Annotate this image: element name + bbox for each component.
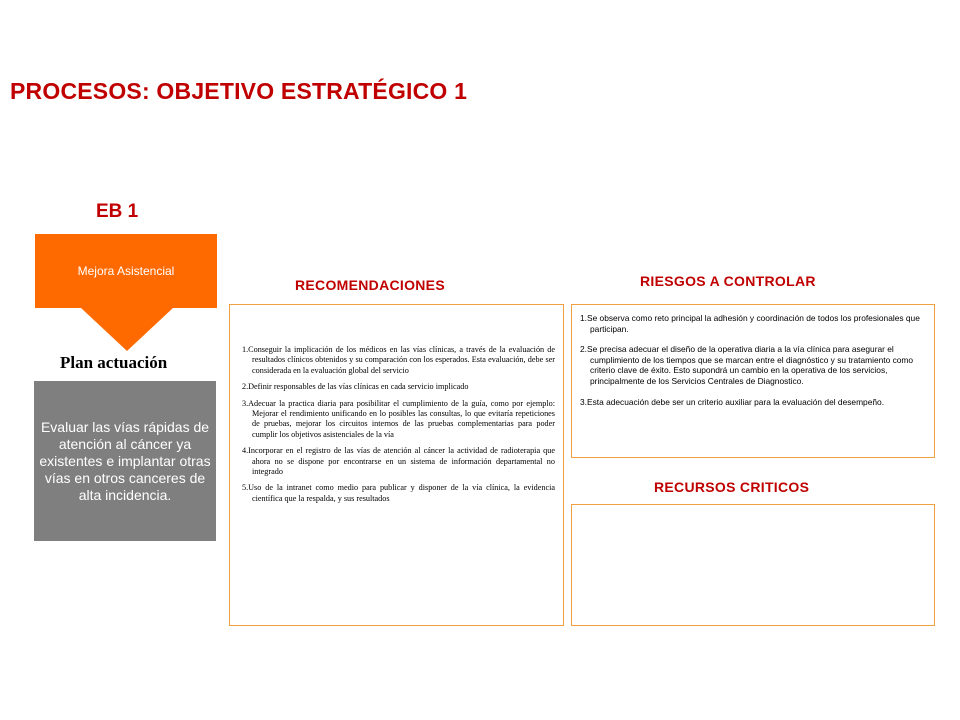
recomendaciones-heading: RECOMENDACIONES — [295, 277, 445, 293]
riesgos-list — [580, 313, 920, 407]
riesgos-panel — [571, 304, 935, 458]
recursos-panel — [571, 504, 935, 626]
plan-actuacion-label: Plan actuación — [60, 353, 168, 372]
down-arrow-icon — [80, 307, 174, 351]
list-item: 3.Esta adecuación debe ser un criterio auxiliar para la evaluación del desempeño. — [580, 396, 885, 407]
mejora-asistencial-box — [35, 234, 217, 308]
list-item: 1.Conseguir la implicación de los médicos en las vías clínicas, a través de la evaluación de resultados clínicos obtenidos y su comparación con los esperados. Esta evaluación, debe ser considerada en la evaluación global del servicio — [242, 345, 555, 375]
list-item: 2.Se precisa adecuar el diseño de la operativa diaria a la vía clínica para asegurar el cumplimiento de los tiempos que se marcan entre el diagnóstico y su tratamiento como criterio clave de éxito. Esto supondrá un cambio en la operativa de los servicios, principalmente de los Servicios Centrales de Diagnostico. — [580, 344, 914, 386]
recomendaciones-panel — [229, 304, 564, 626]
recomendaciones-list — [242, 345, 555, 504]
list-item: 2.Definir responsables de las vías clínicas en cada servicio implicado — [242, 382, 469, 392]
page-title: PROCESOS: OBJETIVO ESTRATÉGICO 1 — [10, 78, 468, 104]
recursos-heading: RECURSOS CRITICOS — [654, 479, 810, 495]
list-item: 4.Incorporar en el registro de las vías de atención al cáncer la actividad de radioterapia que ahora no se dispone por encontrarse en un sistema de información departamental no integrado — [242, 446, 555, 477]
list-item: 1.Se observa como reto principal la adhesión y coordinación de todos los profesionales que participan. — [580, 313, 920, 334]
list-item: 5.Uso de la intranet como medio para publicar y disponer de la vía clínica, la evidencia científica que la respalda, y sus resultados — [242, 483, 555, 503]
list-item: 3.Adecuar la practica diaria para posibilitar el cumplimiento de la guía, como por ejemplo: Mejorar el rendimiento unificando en lo posibles las consultas, lo que evitaría repeticiones de pruebas, mejorar los circuitos internos de las pruebas complementarias para poder cumplir los objetivos asistenciales de la vía — [242, 398, 555, 439]
riesgos-heading: RIESGOS A CONTROLAR — [640, 273, 816, 289]
mejora-asistencial-label: Mejora Asistencial — [77, 264, 175, 278]
plan-actuacion-text: Evaluar las vías rápidas de atención al cáncer ya existentes e implantar otras vías en otros canceres de alta incidencia. — [39, 418, 211, 503]
eb-label: EB 1 — [96, 201, 139, 222]
plan-actuacion-box — [34, 381, 216, 541]
